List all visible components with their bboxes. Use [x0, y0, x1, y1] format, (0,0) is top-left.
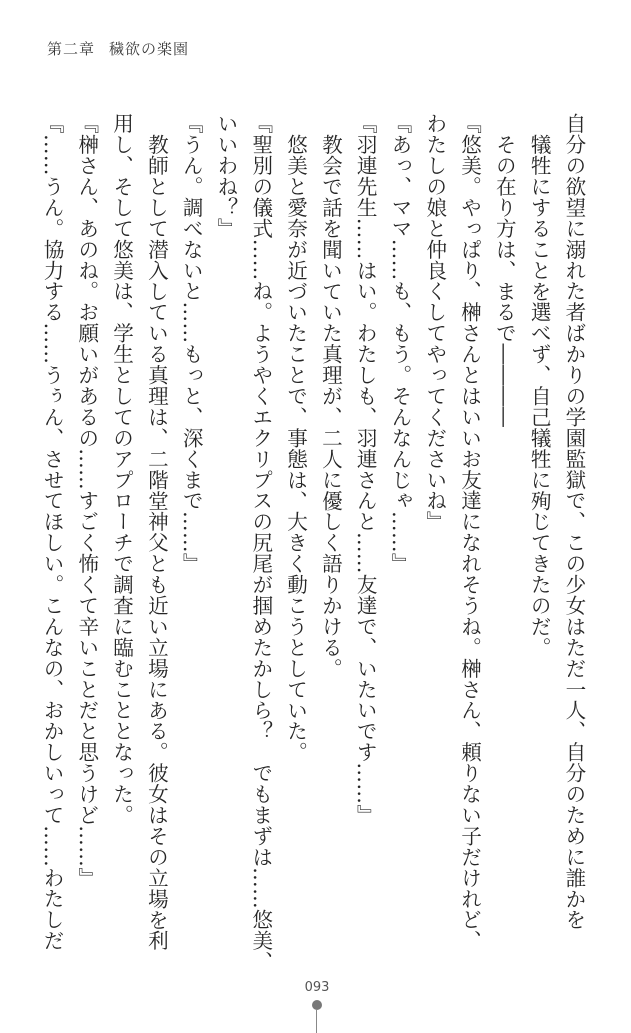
text-column: 教師として潜入している真理は、二階堂神父とも近い立場にある。彼女はその立場を利	[144, 134, 169, 952]
text-column: 『悠美。やっぱり、榊さんとはいいお友達になれそうね。榊さん、頼りない子だけれど、	[457, 113, 482, 951]
text-column: 犠牲にすることを選べず、自己犠牲に殉じてきたのだ。	[527, 134, 552, 658]
page-marker-line	[316, 1009, 317, 1033]
text-column: 自分の欲望に溺れた者ばかりの学園監獄で、この少女はただ一人、自分のために誰かを	[561, 113, 586, 931]
page-number: 093	[304, 980, 330, 995]
text-column: 悠美と愛奈が近づいたことで、事態は、大きく動こうとしていた。	[283, 134, 308, 763]
text-column: 『羽連先生……はい。わたしも、羽連さんと……友達で、いたいです……』	[353, 113, 378, 826]
text-column: いいわね？』	[213, 113, 238, 239]
text-column: わたしの娘と仲良くしてやってくださいね』	[422, 113, 447, 532]
vertical-text-body	[38, 113, 588, 972]
running-header	[47, 38, 189, 59]
text-column: 『うん。調べないと……もっと、深くまで……』	[179, 113, 204, 574]
page-marker-dot	[312, 1000, 322, 1010]
text-column: 『……うん。協力する……うぅん、させてほしい。こんなの、おかしいって……わたしだ	[40, 113, 64, 951]
text-column: その在り方は、まるで――――	[492, 134, 517, 428]
text-column: 教会で話を聞いていた真理が、二人に優しく語りかける。	[318, 134, 343, 679]
chapter-title: 穢欲の楽園	[109, 40, 190, 58]
text-column: 『榊さん、あのね。お願いがあるの……すごく怖くて辛いことだと思うけど……』	[74, 113, 99, 889]
text-column: 用し、そして悠美は、学生としてのアプローチで調査に臨むこととなった。	[109, 113, 134, 826]
text-column: 『聖別の儀式……ね。ようやくエクリプスの尻尾が掴めたかしら？ でもまずは……悠美、	[248, 113, 273, 972]
chapter-number: 第二章	[47, 40, 96, 58]
text-column: 『あっ、ママ……も、もう。そんなんじゃ……』	[387, 113, 412, 574]
